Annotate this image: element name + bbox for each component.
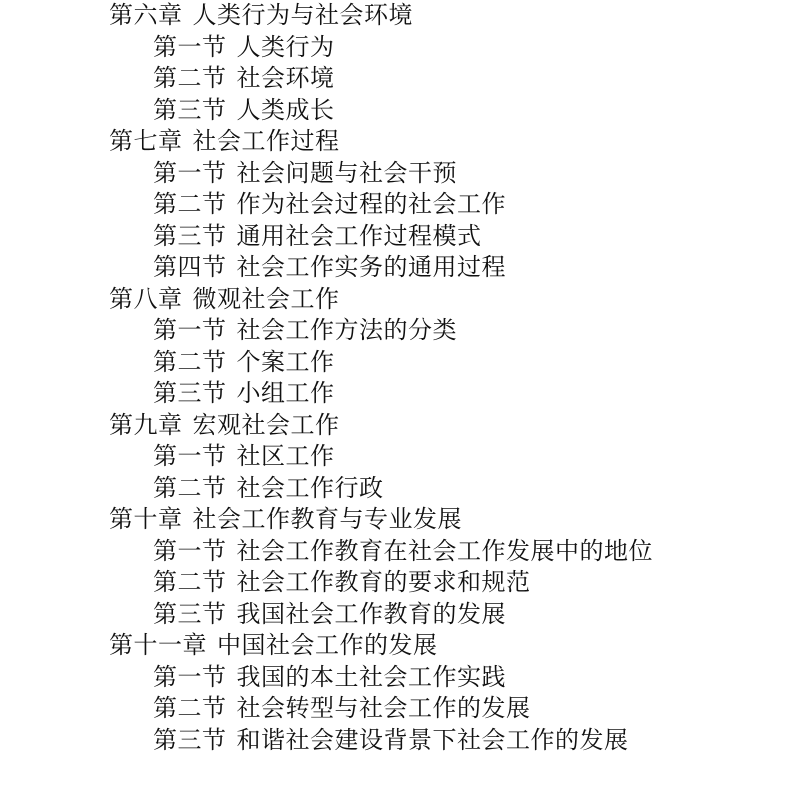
section-title: 社会工作方法的分类 — [236, 316, 457, 344]
section-entry — [0, 315, 790, 347]
section-entry — [0, 662, 790, 694]
section-title: 社会工作教育的要求和规范 — [236, 568, 531, 596]
section-number: 第三节 — [153, 95, 227, 124]
section-title: 个案工作 — [236, 347, 335, 376]
chapter-title: 宏观社会工作 — [192, 410, 340, 439]
section-number: 第三节 — [153, 599, 227, 628]
chapter-heading — [0, 504, 790, 536]
section-entry — [0, 221, 790, 253]
section-number: 第二节 — [153, 694, 227, 722]
section-title: 作为社会过程的社会工作 — [236, 190, 506, 218]
section-number: 第三节 — [153, 725, 227, 754]
section-entry — [0, 536, 790, 568]
chapter-number: 第九章 — [109, 410, 183, 439]
section-number: 第一节 — [153, 158, 227, 187]
section-title: 社会工作行政 — [236, 473, 384, 502]
section-number: 第二节 — [153, 568, 227, 596]
section-number: 第三节 — [153, 379, 227, 407]
section-title: 社区工作 — [236, 442, 335, 470]
section-entry — [0, 189, 790, 221]
section-number: 第一节 — [153, 442, 227, 470]
chapter-number: 第十一章 — [109, 631, 207, 659]
chapter-heading — [0, 284, 790, 316]
chapter-number: 第七章 — [109, 127, 183, 155]
chapter-heading — [0, 630, 790, 662]
chapter-heading — [0, 0, 790, 32]
section-entry — [0, 63, 790, 95]
section-entry — [0, 95, 790, 127]
chapter-number: 第八章 — [109, 284, 183, 313]
section-title: 社会环境 — [236, 64, 335, 92]
section-entry — [0, 378, 790, 410]
section-number: 第四节 — [153, 253, 227, 281]
section-title: 人类行为 — [236, 32, 335, 61]
chapter-number: 第六章 — [109, 1, 183, 29]
section-number: 第三节 — [153, 221, 227, 250]
section-number: 第一节 — [153, 536, 227, 565]
section-entry — [0, 158, 790, 190]
section-number: 第二节 — [153, 64, 227, 92]
section-entry — [0, 599, 790, 631]
section-title: 小组工作 — [236, 379, 335, 407]
section-entry — [0, 693, 790, 725]
section-title: 社会工作教育在社会工作发展中的地位 — [236, 536, 653, 565]
section-title: 通用社会工作过程模式 — [236, 221, 482, 250]
section-title: 社会工作实务的通用过程 — [236, 253, 506, 281]
section-title: 社会转型与社会工作的发展 — [236, 694, 531, 722]
section-title: 和谐社会建设背景下社会工作的发展 — [236, 725, 629, 754]
section-number: 第二节 — [153, 190, 227, 218]
section-title: 人类成长 — [236, 95, 335, 124]
chapter-title: 微观社会工作 — [192, 284, 340, 313]
section-entry — [0, 473, 790, 505]
section-title: 社会问题与社会干预 — [236, 158, 457, 187]
chapter-title: 社会工作教育与专业发展 — [192, 505, 462, 533]
section-entry — [0, 725, 790, 757]
section-entry — [0, 32, 790, 64]
section-entry — [0, 252, 790, 284]
chapter-heading — [0, 410, 790, 442]
chapter-heading — [0, 126, 790, 158]
section-entry — [0, 347, 790, 379]
chapter-title: 中国社会工作的发展 — [217, 631, 438, 659]
section-number: 第二节 — [153, 347, 227, 376]
section-number: 第一节 — [153, 316, 227, 344]
section-number: 第一节 — [153, 662, 227, 691]
section-title: 我国社会工作教育的发展 — [236, 599, 506, 628]
chapter-title: 人类行为与社会环境 — [192, 1, 413, 29]
section-number: 第二节 — [153, 473, 227, 502]
section-entry — [0, 567, 790, 599]
section-entry — [0, 441, 790, 473]
section-title: 我国的本土社会工作实践 — [236, 662, 506, 691]
section-number: 第一节 — [153, 32, 227, 61]
chapter-title: 社会工作过程 — [192, 127, 340, 155]
chapter-number: 第十章 — [109, 505, 183, 533]
